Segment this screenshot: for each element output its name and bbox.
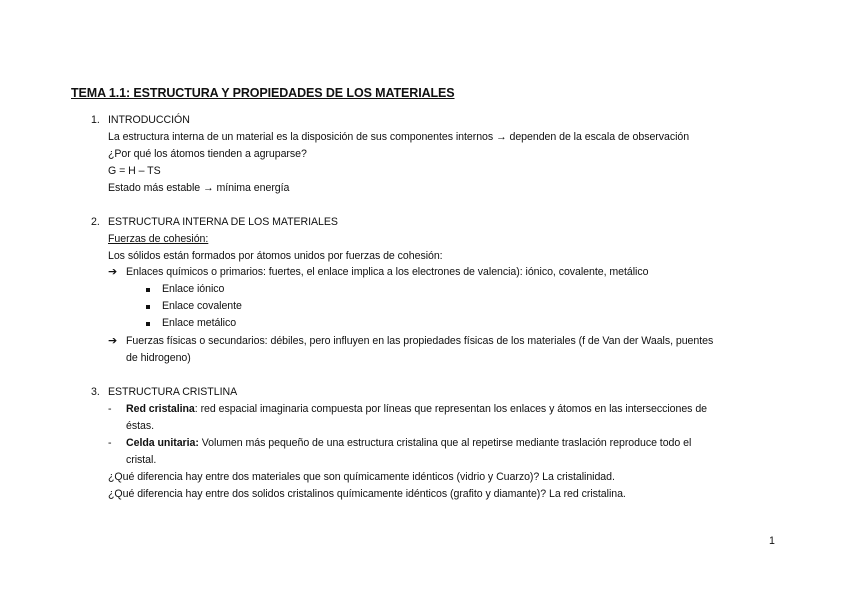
section-2-arrow-1: Enlaces químicos o primarios: fuertes, el enlace implica a los electrones de valencia): iónico, covalente, metálico <box>126 266 649 278</box>
dash-bullet: - <box>108 403 112 415</box>
section-1-line-4: Estado más estable → mínima energía <box>108 182 290 194</box>
arrow-bullet-icon: ➔ <box>108 335 118 347</box>
section-2-intro: Los sólidos están formados por átomos unidos por fuerzas de cohesión: <box>108 250 443 262</box>
section-2-number: 2. <box>91 216 100 228</box>
bullet-enlace-covalente: Enlace covalente <box>162 300 242 312</box>
document-title: TEMA 1.1: ESTRUCTURA Y PROPIEDADES DE LOS MATERIALES <box>71 86 455 100</box>
section-2-arrow-2-line-1: Fuerzas físicas o secundarios: débiles, pero influyen en las propiedades físicas de los materiales (f de Van der Waals, puentes <box>126 335 714 347</box>
section-3-item-2 <box>126 437 691 449</box>
section-1-line-3: G = H – TS <box>108 165 161 177</box>
section-3-heading: ESTRUCTURA CRISTLINA <box>108 386 238 398</box>
section-3-question-1: ¿Qué diferencia hay entre dos materiales que son químicamente idénticos (vidrio y Cuarzo)? La cristalinidad. <box>108 471 615 483</box>
square-bullet-icon <box>146 322 150 326</box>
square-bullet-icon <box>146 305 150 309</box>
section-2-arrow-2-line-2: de hidrogeno) <box>126 352 191 364</box>
definition-celda-unitaria: Volumen más pequeño de una estructura cristalina que al repetirse mediante traslación reproduce todo el <box>198 437 692 449</box>
section-2-subheading: Fuerzas de cohesión: <box>108 233 209 245</box>
arrow-bullet-icon: ➔ <box>108 266 118 278</box>
section-3-item-1-line-2: éstas. <box>126 420 154 432</box>
section-3-item-1 <box>126 403 707 415</box>
section-3-item-2-line-2: cristal. <box>126 454 157 466</box>
section-2-heading: ESTRUCTURA INTERNA DE LOS MATERIALES <box>108 216 338 228</box>
page-number: 1 <box>769 535 775 547</box>
term-celda-unitaria: Celda unitaria: <box>126 437 199 449</box>
section-1-line-2: ¿Por qué los átomos tienden a agruparse? <box>108 148 307 160</box>
definition-red-cristalina: : red espacial imaginaria compuesta por líneas que representan los enlaces y átomos en las intersecciones de <box>194 403 708 415</box>
section-1-number: 1. <box>91 114 100 126</box>
bullet-enlace-ionico: Enlace iónico <box>162 283 225 295</box>
section-3-number: 3. <box>91 386 100 398</box>
section-1-heading: INTRODUCCIÓN <box>108 114 190 126</box>
term-red-cristalina: Red cristalina <box>126 403 195 415</box>
dash-bullet: - <box>108 437 112 449</box>
square-bullet-icon <box>146 288 150 292</box>
section-1-line-1: La estructura interna de un material es la disposición de sus componentes internos → dependen de la escala de observación <box>108 131 690 143</box>
bullet-enlace-metalico: Enlace metálico <box>162 317 237 329</box>
section-3-question-2: ¿Qué diferencia hay entre dos solidos cristalinos químicamente idénticos (grafito y diamante)? La red cristalina. <box>108 488 626 500</box>
